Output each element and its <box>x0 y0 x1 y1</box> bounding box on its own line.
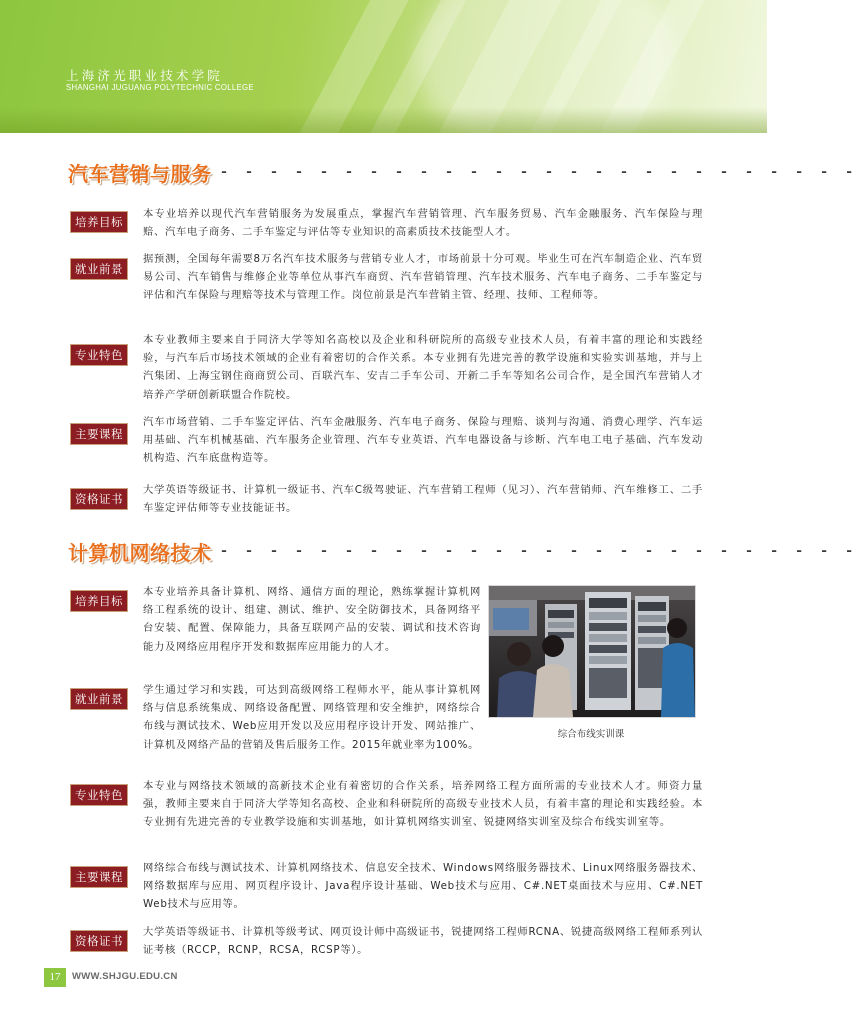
auto-certificates-text: 大学英语等级证书、计算机一级证书、汽车C级驾驶证、汽车营销工程师（见习）、汽车营销师、汽车维修工、二手车鉴定评估师等专业技能证书。 <box>143 484 703 515</box>
header-banner <box>0 0 767 133</box>
label-main-courses: 主要课程 <box>70 423 128 445</box>
section-title-text: 计算机网络技术 <box>68 540 212 565</box>
section-title-auto-marketing <box>68 158 857 186</box>
label-certificates: 资格证书 <box>70 488 128 510</box>
section-title-text: 汽车营销与服务 <box>68 161 212 186</box>
network-job-prospects-text: 学生通过学习和实践，可达到高级网络工程师水平，能从事计算机网络与信息系统集成、网络设备配置、网络管理和安全维护，网络综合布线与测试技术、Web应用开发以及应用程序设计开发、网站推广、计算机及网络产品的营销及售后服务工作。2015年就业率为100%。 <box>143 684 481 751</box>
label-main-courses: 主要课程 <box>70 866 128 888</box>
photo-caption: 综合布线实训课 <box>557 729 625 740</box>
page-number: 17 <box>44 968 66 987</box>
section-divider: - - - - - - - - - - - - - - - - - - - - - - - - - - <box>219 163 857 181</box>
training-class-photo <box>488 585 696 718</box>
section-title-computer-network <box>68 537 857 565</box>
network-certificates-text: 大学英语等级证书、计算机等级考试、网页设计师中高级证书，锐捷网络工程师RCNA、锐捷高级网络工程师系列认证考核（RCCP，RCNP，RCSA，RCSP等）。 <box>143 926 703 957</box>
auto-training-goal-text: 本专业培养以现代汽车营销服务为发展重点，掌握汽车营销管理、汽车服务贸易、汽车金融服务、汽车保险与理赔、汽车电子商务、二手车鉴定与评估等专业知识的高素质技术技能型人才。 <box>143 208 703 239</box>
college-name-en: SHANGHAI JUGUANG POLYTECHNIC COLLEGE <box>66 83 254 92</box>
label-job-prospects: 就业前景 <box>70 688 128 710</box>
auto-job-prospects-text: 据预测，全国每年需要8万名汽车技术服务与营销专业人才，市场前景十分可观。毕业生可在汽车制造企业、汽车贸易公司、汽车销售与维修企业等单位从事汽车商贸、汽车营销管理、汽车技术服务、汽车电子商务、二手车鉴定与评估和汽车保险与理赔等技术与管理工作。岗位前景是汽车营销主管、经理、技师、工程师等。 <box>143 253 703 302</box>
label-features: 专业特色 <box>70 344 128 366</box>
auto-features-text: 本专业教师主要来自于同济大学等知名高校以及企业和科研院所的高级专业技术人员，有着丰富的理论和实践经验，与汽车后市场技术领域的企业有着密切的合作关系。本专业拥有先进完善的教学设施和实验实训基地，并与上汽集团、上海宝钢住商商贸公司、百联汽车、安吉二手车公司、开新二手车等知名公司合作，是全国汽车营销人才培养产学研创新联盟合作院校。 <box>143 334 703 401</box>
label-training-goal: 培养目标 <box>70 211 128 233</box>
label-certificates: 资格证书 <box>70 930 128 952</box>
website-link[interactable]: WWW.SHJGU.EDU.CN <box>72 971 178 982</box>
college-name-cn: 上海济光职业技术学院 <box>66 68 224 83</box>
section-divider: - - - - - - - - - - - - - - - - - - - - - - - - - - <box>219 542 857 560</box>
network-features-text: 本专业与网络技术领域的高新技术企业有着密切的合作关系，培养网络工程方面所需的专业技术人才。师资力量强，教师主要来自于同济大学等知名高校、企业和科研院所的高级专业技术人员，有着丰富的理论和实践经验。本专业拥有先进完善的专业教学设施和实训基地，如计算机网络实训室、锐捷网络实训室及综合布线实训室等。 <box>143 780 703 829</box>
auto-main-courses-text: 汽车市场营销、二手车鉴定评估、汽车金融服务、汽车电子商务、保险与理赔、谈判与沟通、消费心理学、汽车运用基础、汽车机械基础、汽车服务企业管理、汽车专业英语、汽车电器设备与诊断、汽车电工电子基础、汽车发动机构造、汽车底盘构造等。 <box>143 416 703 465</box>
label-job-prospects: 就业前景 <box>70 258 128 280</box>
label-training-goal: 培养目标 <box>70 590 128 612</box>
network-main-courses-text: 网络综合布线与测试技术、计算机网络技术、信息安全技术、Windows网络服务器技术、Linux网络服务器技术、网络数据库与应用、网页程序设计、Java程序设计基础、Web技术与应用、C#.NET桌面技术与应用、C#.NET Web技术与应用等。 <box>143 862 703 911</box>
network-training-goal-text: 本专业培养具备计算机、网络、通信方面的理论，熟练掌握计算机网络工程系统的设计、组建、测试、维护、安全防御技术，具备网络平台安装、配置、保障能力，具备互联网产品的安装、调试和技术咨询能力及网络应用程序开发和数据库应用能力的人才。 <box>143 586 481 653</box>
label-features: 专业特色 <box>70 784 128 806</box>
